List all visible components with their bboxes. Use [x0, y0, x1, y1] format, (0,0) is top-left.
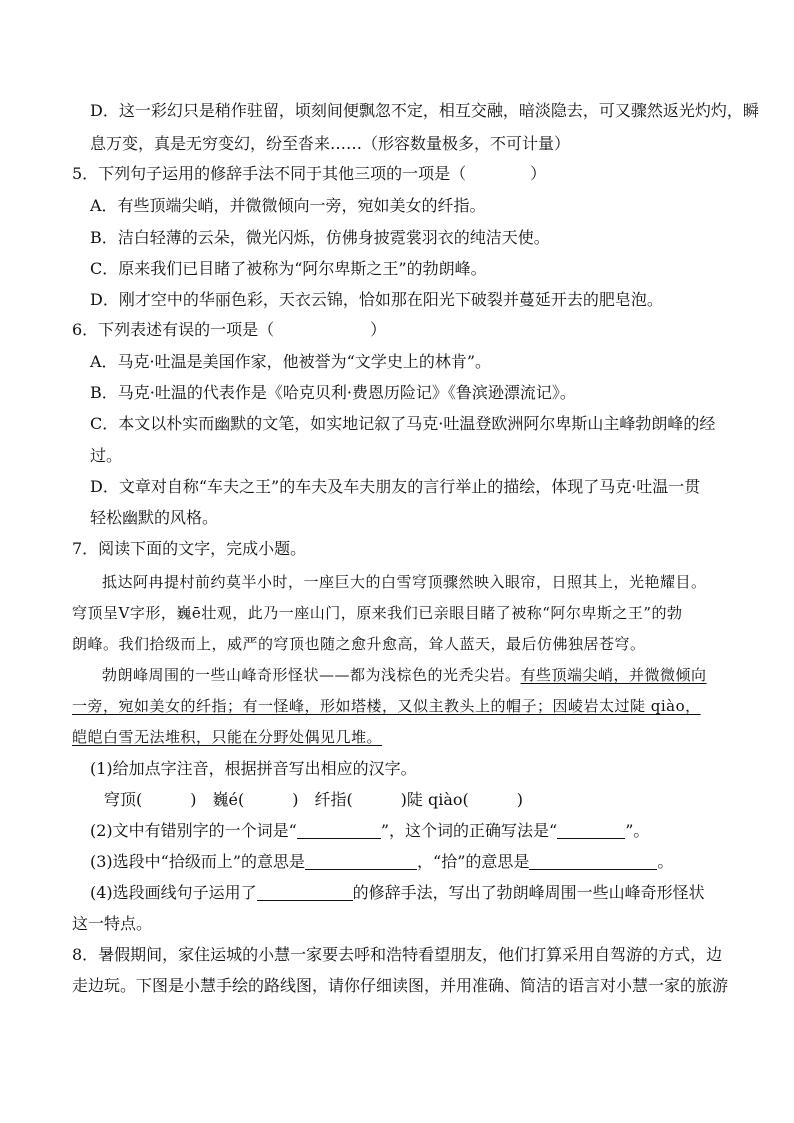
q8-line1: 8．暑假期间，家住运城的小慧一家要去呼和浩特看望朋友，他们打算采用自驾游的方式，边 — [72, 945, 723, 964]
q7-sub3-text3: 。 — [657, 852, 674, 871]
q7-sub1-blanks: 穹顶( ) 巍é( ) 纤指( )陡 qiào( ) — [104, 790, 524, 809]
answer-blank[interactable] — [529, 853, 657, 870]
q6-option-c-line2: 过。 — [90, 446, 123, 465]
q7-sub4-line2: 这一特点。 — [72, 914, 153, 933]
q7-sub3-text2: ，“拾”的意思是 — [417, 852, 530, 871]
q7-sub1: (1)给加点字注音，根据拼音写出相应的汉字。 — [90, 759, 417, 778]
q5-option-b: B．洁白轻薄的云朵，微光闪烁，仿佛身披霓裳羽衣的纯洁天使。 — [90, 228, 550, 247]
answer-blank[interactable] — [257, 884, 353, 901]
q6-option-c-line1: C．本文以朴实而幽默的文笔，如实地记叙了马克·吐温登欧洲阿尔卑斯山主峰勃朗峰的经 — [90, 414, 716, 433]
passage-p1-line3: 朗峰。我们拾级而上，威严的穹顶也随之愈升愈高，耸人蓝天，最后仿佛独居苍穹。 — [72, 635, 646, 653]
q7-sub2-text1: (2)文中有错别字的一个词是“ — [90, 821, 297, 840]
q7-sub3 — [90, 852, 673, 872]
passage-p2-line2-underlined: 一旁，宛如美女的纤指；有一怪峰，形如塔楼，又似主教头上的帽子；因崚岩太过陡 qiào， — [72, 697, 701, 715]
q7-sub4 — [90, 883, 705, 903]
passage-p1-line1: 抵达阿冉提村前约莫半小时，一座巨大的白雪穹顶骤然映入眼帘，日照其上，光艳耀目。 — [102, 573, 707, 591]
q8-line2: 走边玩。下图是小慧手绘的路线图，请你仔细读图，并用准确、简洁的语言对小慧一家的旅游 — [72, 976, 729, 995]
answer-blank[interactable] — [305, 853, 417, 870]
q7-stem: 7．阅读下面的文字，完成小题。 — [72, 539, 307, 558]
answer-blank[interactable] — [297, 822, 381, 839]
q7-sub2 — [90, 821, 649, 841]
q4-option-d-line1: D．这一彩幻只是稍作驻留，顷刻间便飘忽不定，相互交融，暗淡隐去，可又骤然返光灼灼，瞬 — [90, 101, 759, 120]
q4-option-d-line2: 息万变，真是无穷变幻，纷至沓来……（形容数量极多，不可计量） — [90, 134, 571, 153]
q7-sub2-text2: ”，这个词的正确写法是“ — [380, 821, 558, 840]
q5-option-d: D．刚才空中的华丽色彩，天衣云锦，恰如那在阳光下破裂并蔓延开去的肥皂泡。 — [90, 290, 663, 309]
q5-option-c: C．原来我们已目睹了被称为“阿尔卑斯之王”的勃朗峰。 — [90, 259, 487, 278]
passage-p1-line2: 穹顶呈V字形，巍ē壮观，此乃一座山门，原来我们已亲眼目睹了被称“阿尔卑斯之王”的勃 — [72, 604, 683, 622]
q7-sub2-text3: ”。 — [625, 821, 650, 840]
underlined-sentence-start: 有些顶端尖峭，并微微倾向 — [520, 666, 707, 684]
q7-sub3-text1: (3)选段中“拾级而上”的意思是 — [90, 852, 306, 871]
passage-p2-line3-underlined: 皑皑白雪无法堆积，只能在分野处偶见几堆。 — [72, 728, 383, 746]
q6-option-b: B．马克·吐温的代表作是《哈克贝利·费恩历险记》《鲁滨逊漂流记》。 — [90, 383, 576, 402]
passage-p2-line1 — [102, 665, 707, 685]
q5-stem: 5．下列句子运用的修辞手法不同于其他三项的一项是（ ） — [72, 164, 547, 183]
q6-option-d-line1: D．文章对自称“车夫之王”的车夫及车夫朋友的言行举止的描绘，体现了马克·吐温一贯 — [90, 477, 701, 496]
q7-sub4-text1: (4)选段画线句子运用了 — [90, 883, 257, 902]
passage-p2-text: 勃朗峰周围的一些山峰奇形怪状——都为浅棕色的光秃尖岩。 — [102, 666, 521, 684]
q5-option-a: A．有些顶端尖峭，并微微倾向一旁，宛如美女的纤指。 — [90, 196, 486, 215]
q6-stem: 6．下列表述有误的一项是（ ） — [72, 320, 387, 339]
q6-option-a: A．马克·吐温是美国作家，他被誉为“文学史上的林肯”。 — [90, 352, 492, 371]
q7-sub4-text2: 的修辞手法，写出了勃朗峰周围一些山峰奇形怪状 — [352, 883, 705, 902]
answer-blank[interactable] — [557, 822, 625, 839]
q6-option-d-line2: 轻松幽默的风格。 — [90, 508, 219, 527]
